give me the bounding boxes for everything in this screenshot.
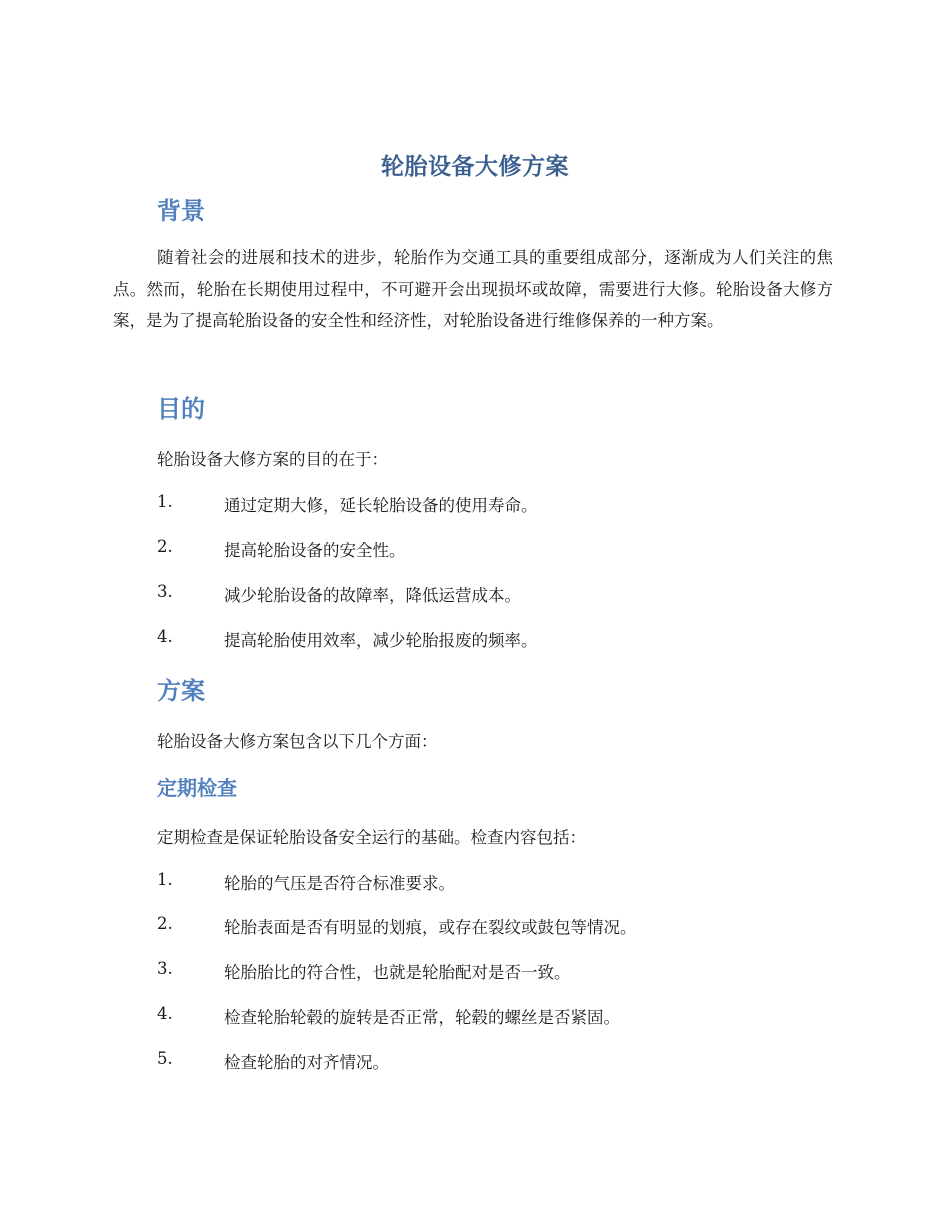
inspection-lead: 定期检查是保证轮胎设备安全运行的基础。检查内容包括： (157, 828, 586, 847)
list-item-text: 减少轮胎设备的故障率，降低运营成本。 (224, 586, 521, 605)
list-item-text: 通过定期大修，延长轮胎设备的使用寿命。 (224, 496, 538, 515)
list-item-number: 2. (157, 914, 173, 933)
list-item-number: 4. (157, 627, 173, 646)
subsection-heading-regular-inspection: 定期检查 (157, 776, 237, 800)
list-item-number: 1. (157, 870, 173, 889)
list-item-number: 5. (157, 1049, 173, 1068)
list-item-text: 提高轮胎使用效率，减少轮胎报废的频率。 (224, 631, 538, 650)
list-item-text: 检查轮胎的对齐情况。 (224, 1053, 389, 1072)
list-item-text: 提高轮胎设备的安全性。 (224, 541, 406, 560)
list-item-number: 3. (157, 582, 173, 601)
list-item-text: 检查轮胎轮毂的旋转是否正常，轮毂的螺丝是否紧固。 (224, 1008, 620, 1027)
list-item-text: 轮胎胎比的符合性，也就是轮胎配对是否一致。 (224, 963, 571, 982)
section-heading-background: 背景 (157, 197, 205, 225)
list-item-text: 轮胎表面是否有明显的划痕，或存在裂纹或鼓包等情况。 (224, 918, 637, 937)
list-item-text: 轮胎的气压是否符合标准要求。 (224, 874, 455, 893)
list-item-number: 2. (157, 537, 173, 556)
plan-lead: 轮胎设备大修方案包含以下几个方面： (157, 732, 438, 751)
list-item-number: 4. (157, 1004, 173, 1023)
section-heading-purpose: 目的 (157, 395, 205, 423)
list-item-number: 1. (157, 492, 173, 511)
list-item-number: 3. (157, 959, 173, 978)
purpose-lead: 轮胎设备大修方案的目的在于： (157, 450, 388, 469)
background-paragraph: 随着社会的进展和技术的进步，轮胎作为交通工具的重要组成部分，逐渐成为人们关注的焦点。然而，轮胎在长期使用过程中，不可避开会出现损坏或故障，需要进行大修。轮胎设备大修方案，是为了提高轮胎设备的安全性和经济性，对轮胎设备进行维修保养的一种方案。 (113, 248, 833, 330)
document-title: 轮胎设备大修方案 (381, 154, 569, 180)
section-heading-plan: 方案 (157, 677, 205, 705)
